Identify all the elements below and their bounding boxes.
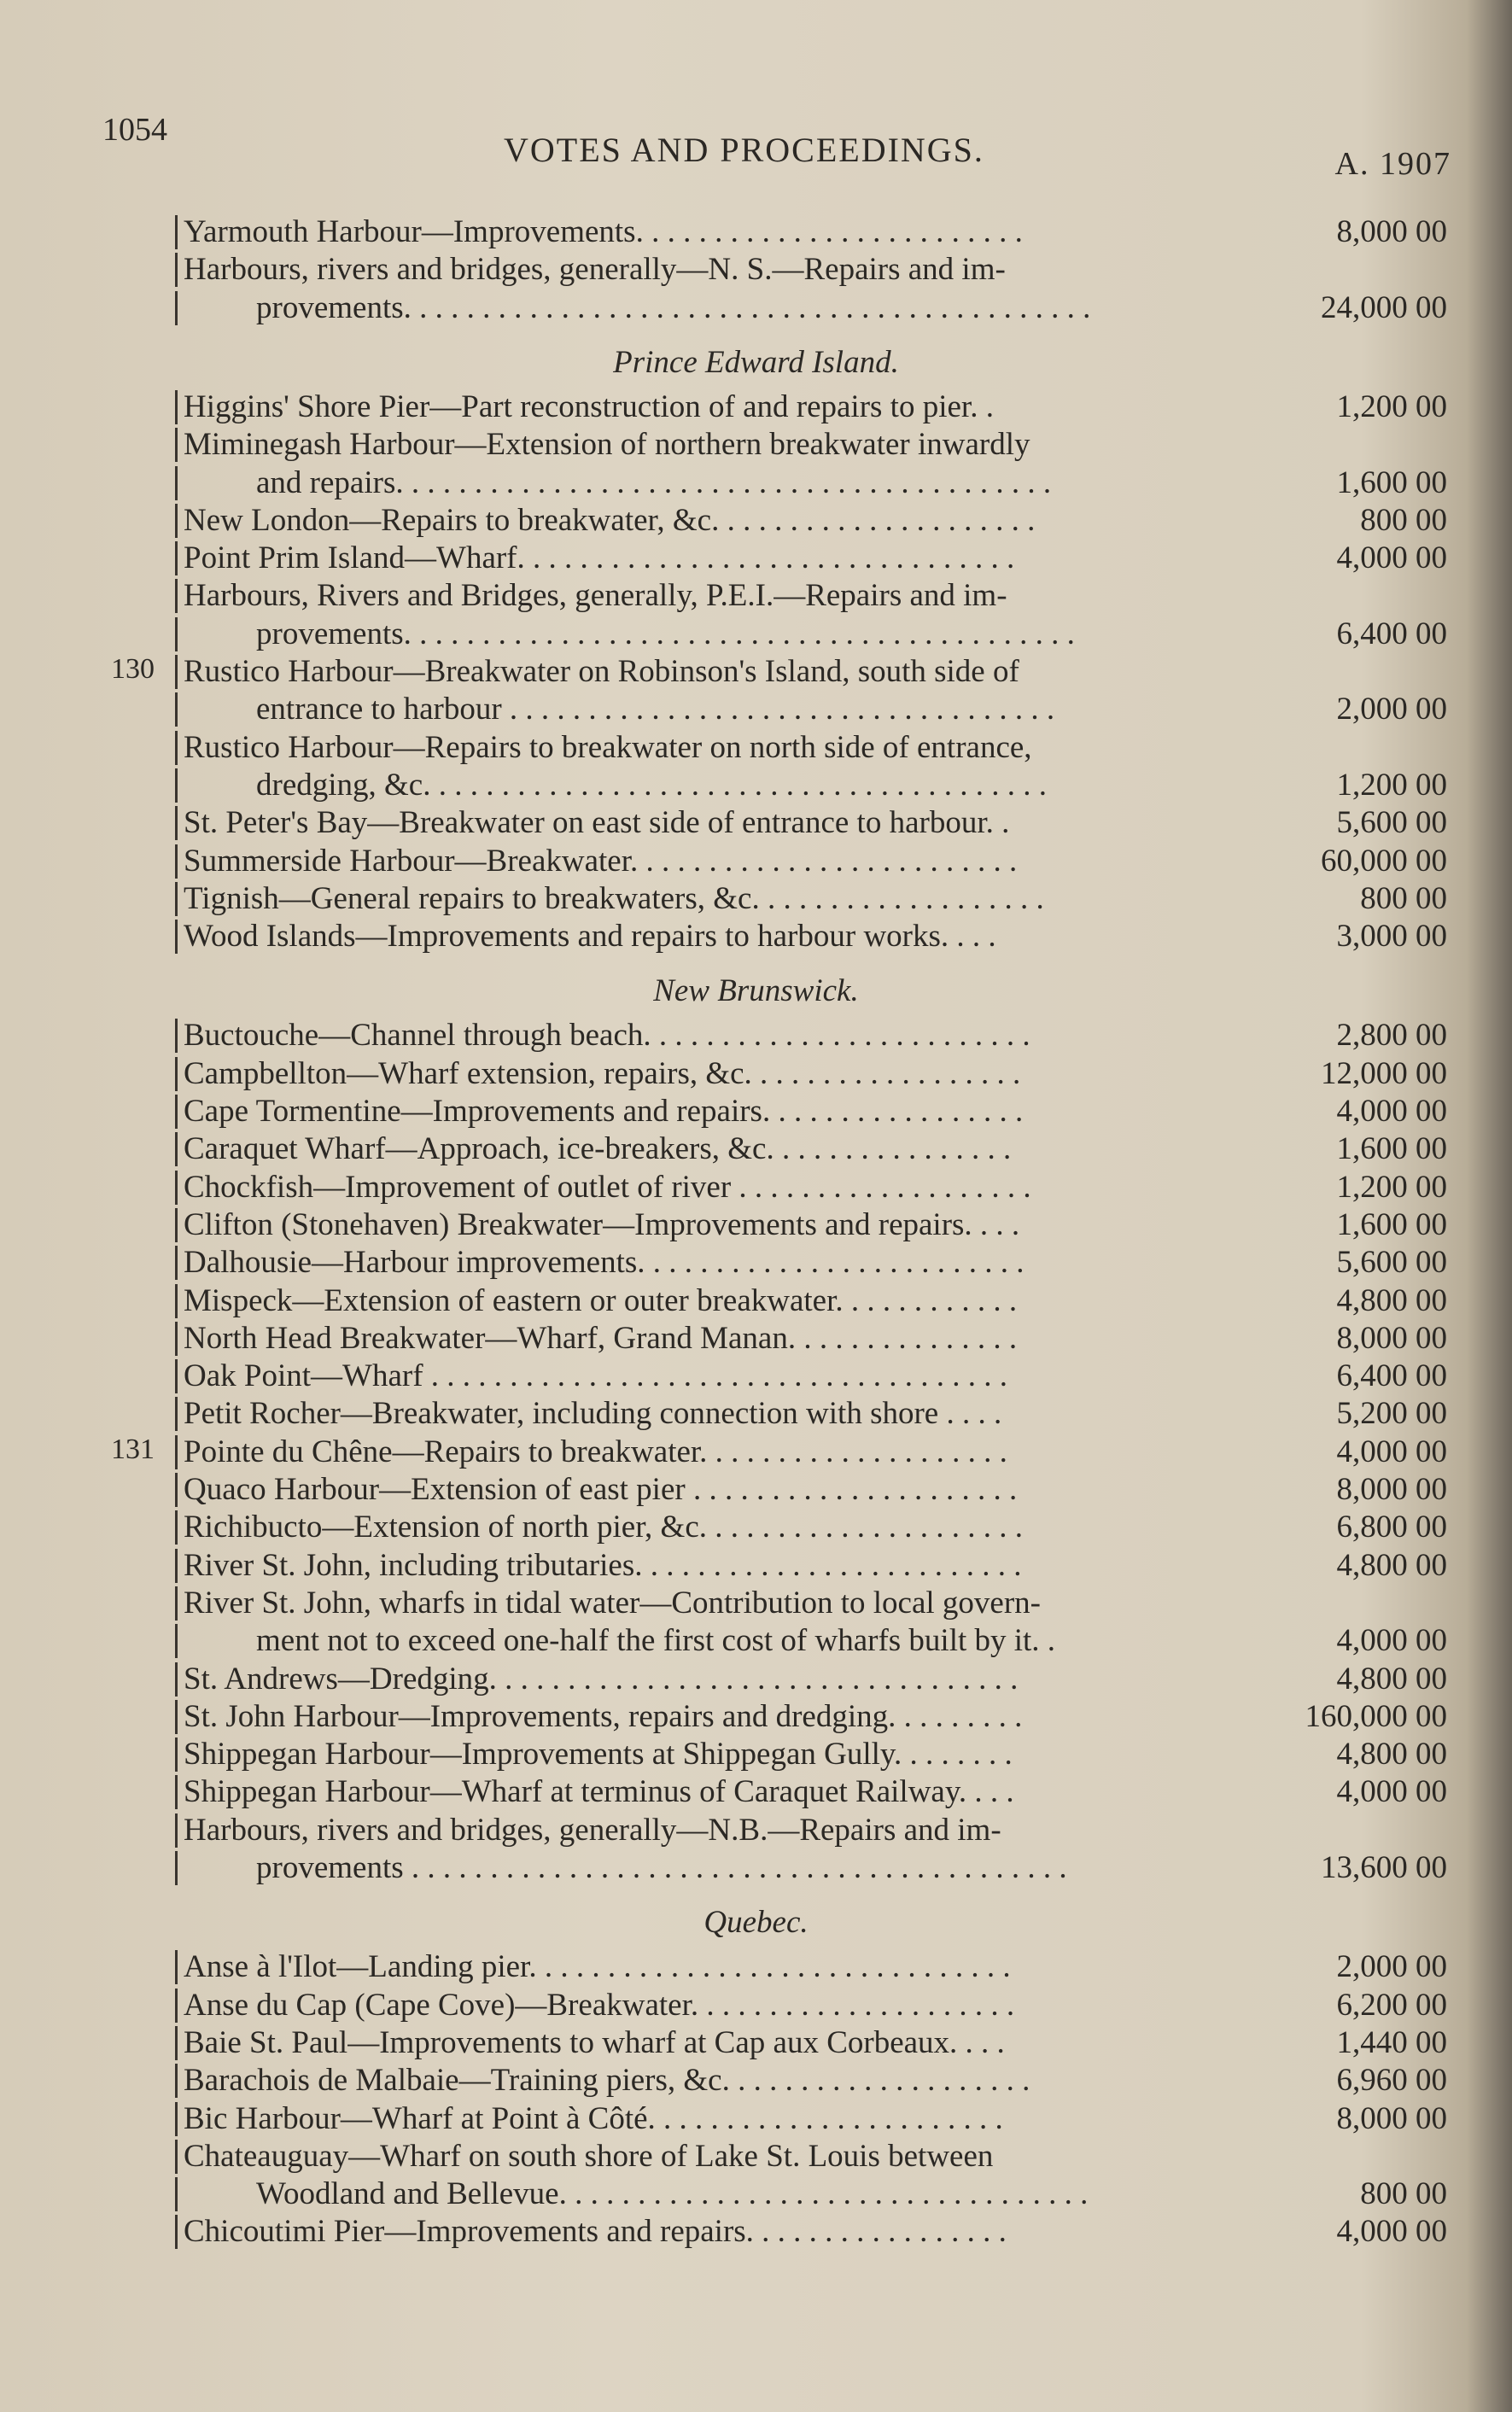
item-description: Miminegash Harbour—Extension of northern breakwater inwardly bbox=[184, 427, 1030, 463]
estimate-line bbox=[175, 1849, 1447, 1887]
item-description: Rustico Harbour—Breakwater on Robinson's Island, south side of bbox=[184, 654, 1019, 689]
estimate-line bbox=[175, 1812, 1447, 1849]
estimate-line bbox=[175, 1736, 1447, 1773]
brace-mark bbox=[175, 2102, 178, 2136]
estimate-line bbox=[175, 2100, 1447, 2138]
estimate-line bbox=[175, 388, 1447, 426]
brace-mark bbox=[175, 1662, 178, 1697]
item-description: Cape Tormentine—Improvements and repairs. . . . . . . . . . . . . . . . . bbox=[184, 1094, 1024, 1129]
estimate-line bbox=[175, 880, 1447, 918]
estimate-line bbox=[175, 1320, 1447, 1358]
brace-mark bbox=[175, 768, 178, 803]
item-amount: 4,000 00 bbox=[1336, 2214, 1447, 2250]
brace-mark bbox=[175, 1700, 178, 1734]
item-amount: 6,400 00 bbox=[1336, 616, 1447, 651]
estimate-line bbox=[175, 1622, 1447, 1660]
estimate-line bbox=[175, 804, 1447, 842]
item-description: River St. John, wharfs in tidal water—Contribution to local govern- bbox=[184, 1585, 1041, 1621]
estimate-line bbox=[175, 1395, 1447, 1433]
brace-mark bbox=[175, 579, 178, 613]
item-description: ment not to exceed one-half the first cost of wharfs built by it. . bbox=[256, 1623, 1056, 1659]
item-amount: 2,000 00 bbox=[1336, 692, 1447, 727]
item-amount: 4,800 00 bbox=[1336, 1547, 1447, 1583]
item-amount: 4,800 00 bbox=[1336, 1737, 1447, 1772]
item-description: St. John Harbour—Improvements, repairs and dredging. . . . . . . . . bbox=[184, 1698, 1023, 1734]
section-heading: Prince Edward Island. bbox=[613, 344, 899, 380]
item-description: Woodland and Bellevue. . . . . . . . . . . . . . . . . . . . . . . . . . . . . . . . . . bbox=[256, 2176, 1089, 2212]
brace-mark bbox=[175, 1208, 178, 1242]
brace-mark bbox=[175, 1284, 178, 1318]
estimate-line bbox=[175, 502, 1447, 540]
item-amount: 8,000 00 bbox=[1336, 2100, 1447, 2136]
item-amount: 4,000 00 bbox=[1336, 540, 1447, 576]
brace-mark bbox=[175, 882, 178, 916]
item-amount: 1,200 00 bbox=[1336, 388, 1447, 424]
brace-mark bbox=[175, 2026, 178, 2060]
brace-mark bbox=[175, 2140, 178, 2174]
estimate-line bbox=[175, 1698, 1447, 1736]
estimate-line bbox=[175, 1948, 1447, 1986]
item-description: Higgins' Shore Pier—Part reconstruction of and repairs to pier. . bbox=[184, 388, 994, 424]
item-description: Pointe du Chêne—Repairs to breakwater. . . . . . . . . . . . . . . . . . . . bbox=[184, 1434, 1007, 1469]
brace-mark bbox=[175, 1851, 178, 1885]
brace-mark bbox=[175, 1473, 178, 1507]
item-description: New London—Repairs to breakwater, &c. . . . . . . . . . . . . . . . . . . . . bbox=[184, 502, 1036, 538]
item-amount: 4,000 00 bbox=[1336, 1434, 1447, 1469]
item-description: Oak Point—Wharf . . . . . . . . . . . . . . . . . . . . . . . . . . . . . . . . . . . . . bbox=[184, 1358, 1008, 1394]
item-amount: 6,800 00 bbox=[1336, 1510, 1447, 1545]
estimate-line bbox=[175, 1661, 1447, 1698]
brace-mark bbox=[175, 390, 178, 424]
item-amount: 4,800 00 bbox=[1336, 1661, 1447, 1697]
item-description: Mispeck—Extension of eastern or outer breakwater. . . . . . . . . . . . bbox=[184, 1282, 1018, 1318]
brace-mark bbox=[175, 2177, 178, 2211]
item-description: Bic Harbour—Wharf at Point à Côté. . . . . . . . . . . . . . . . . . . . . . . bbox=[184, 2100, 1003, 2136]
resolution-number: 130 bbox=[111, 653, 155, 686]
item-amount: 5,200 00 bbox=[1336, 1396, 1447, 1432]
estimate-line bbox=[175, 289, 1447, 327]
brace-mark bbox=[175, 1019, 178, 1053]
estimate-line bbox=[175, 729, 1447, 767]
estimate-line bbox=[175, 577, 1447, 615]
brace-mark bbox=[175, 844, 178, 879]
brace-mark bbox=[175, 1624, 178, 1658]
item-amount: 800 00 bbox=[1360, 2176, 1447, 2212]
brace-mark bbox=[175, 1246, 178, 1280]
brace-mark bbox=[175, 215, 178, 249]
brace-mark bbox=[175, 1397, 178, 1431]
estimate-line bbox=[175, 2138, 1447, 2175]
estimate-line bbox=[175, 1169, 1447, 1206]
item-amount: 5,600 00 bbox=[1336, 1245, 1447, 1281]
estimate-line bbox=[175, 1434, 1447, 1471]
running-title: VOTES AND PROCEEDINGS. bbox=[504, 131, 984, 169]
brace-mark bbox=[175, 806, 178, 840]
estimate-line bbox=[175, 1358, 1447, 1395]
estimate-line bbox=[175, 1471, 1447, 1509]
item-amount: 1,600 00 bbox=[1336, 1131, 1447, 1167]
estimate-line bbox=[175, 2062, 1447, 2100]
item-description: and repairs. . . . . . . . . . . . . . . . . . . . . . . . . . . . . . . . . . . . . . . . . . bbox=[256, 464, 1052, 500]
brace-mark bbox=[175, 1095, 178, 1129]
item-amount: 13,600 00 bbox=[1321, 1850, 1447, 1885]
item-amount: 800 00 bbox=[1360, 502, 1447, 538]
brace-mark bbox=[175, 1132, 178, 1166]
item-amount: 1,200 00 bbox=[1336, 1169, 1447, 1205]
estimate-line bbox=[175, 2024, 1447, 2062]
item-description: Clifton (Stonehaven) Breakwater—Improvements and repairs. . . . bbox=[184, 1206, 1020, 1242]
estimate-line bbox=[175, 1282, 1447, 1320]
item-amount: 1,600 00 bbox=[1336, 1206, 1447, 1242]
brace-mark bbox=[175, 1057, 178, 1091]
item-description: provements. . . . . . . . . . . . . . . . . . . . . . . . . . . . . . . . . . . . . . . . . . . bbox=[256, 616, 1075, 651]
page-number: 1054 bbox=[102, 112, 167, 148]
session-label: A. 1907 bbox=[1334, 146, 1451, 182]
item-amount: 1,200 00 bbox=[1336, 767, 1447, 803]
item-amount: 3,000 00 bbox=[1336, 919, 1447, 955]
estimate-line bbox=[175, 1055, 1447, 1093]
item-amount: 6,960 00 bbox=[1336, 2063, 1447, 2099]
item-description: Tignish—General repairs to breakwaters, &c. . . . . . . . . . . . . . . . . . . bbox=[184, 880, 1044, 916]
item-amount: 4,800 00 bbox=[1336, 1282, 1447, 1318]
item-amount: 8,000 00 bbox=[1336, 1472, 1447, 1507]
brace-mark bbox=[175, 466, 178, 500]
brace-mark bbox=[175, 1989, 178, 2023]
estimate-line bbox=[175, 843, 1447, 880]
estimate-line bbox=[175, 464, 1447, 502]
estimate-line bbox=[175, 2175, 1447, 2213]
brace-mark bbox=[175, 541, 178, 575]
brace-mark bbox=[175, 291, 178, 325]
item-description: Rustico Harbour—Repairs to breakwater on north side of entrance, bbox=[184, 729, 1032, 765]
brace-mark bbox=[175, 1586, 178, 1621]
brace-mark bbox=[175, 1549, 178, 1583]
brace-mark bbox=[175, 2064, 178, 2098]
estimate-line bbox=[175, 2213, 1447, 2251]
item-amount: 6,400 00 bbox=[1336, 1358, 1447, 1394]
estimate-line bbox=[175, 918, 1447, 955]
item-amount: 4,000 00 bbox=[1336, 1774, 1447, 1810]
resolution-number: 131 bbox=[111, 1433, 155, 1465]
item-description: Richibucto—Extension of north pier, &c. . . . . . . . . . . . . . . . . . . . . bbox=[184, 1510, 1024, 1545]
estimate-line bbox=[175, 1987, 1447, 2024]
item-amount: 60,000 00 bbox=[1321, 843, 1447, 879]
brace-mark bbox=[175, 1171, 178, 1205]
brace-mark bbox=[175, 428, 178, 462]
item-amount: 4,000 00 bbox=[1336, 1623, 1447, 1659]
estimate-line bbox=[175, 1547, 1447, 1585]
item-amount: 24,000 00 bbox=[1321, 289, 1447, 325]
item-amount: 5,600 00 bbox=[1336, 805, 1447, 841]
brace-mark bbox=[175, 253, 178, 287]
estimate-line bbox=[175, 1130, 1447, 1168]
estimate-line bbox=[175, 691, 1447, 728]
item-description: provements. . . . . . . . . . . . . . . . . . . . . . . . . . . . . . . . . . . . . . . . . . . . bbox=[256, 289, 1091, 325]
brace-mark bbox=[175, 1737, 178, 1772]
estimate-line bbox=[175, 1585, 1447, 1622]
estimate-line bbox=[175, 1017, 1447, 1054]
item-description: provements . . . . . . . . . . . . . . . . . . . . . . . . . . . . . . . . . . . . . . . . . . bbox=[256, 1850, 1067, 1885]
section-heading: New Brunswick. bbox=[653, 973, 859, 1009]
estimate-line bbox=[175, 1206, 1447, 1244]
brace-mark bbox=[175, 1775, 178, 1809]
item-description: Chockfish—Improvement of outlet of river . . . . . . . . . . . . . . . . . . . bbox=[184, 1169, 1031, 1205]
item-description: Baie St. Paul—Improvements to wharf at Cap aux Corbeaux. . . . bbox=[184, 2024, 1005, 2060]
item-amount: 8,000 00 bbox=[1336, 1320, 1447, 1356]
page-header bbox=[102, 111, 1451, 182]
item-description: Chicoutimi Pier—Improvements and repairs. . . . . . . . . . . . . . . . . bbox=[184, 2214, 1007, 2250]
item-amount: 4,000 00 bbox=[1336, 1094, 1447, 1129]
estimate-line bbox=[175, 1509, 1447, 1546]
item-description: Yarmouth Harbour—Improvements. . . . . . . . . . . . . . . . . . . . . . . . . bbox=[184, 214, 1023, 249]
item-amount: 1,600 00 bbox=[1336, 464, 1447, 500]
item-amount: 12,000 00 bbox=[1321, 1055, 1447, 1091]
item-description: Chateauguay—Wharf on south shore of Lake St. Louis between bbox=[184, 2138, 994, 2174]
brace-mark bbox=[175, 1322, 178, 1356]
estimate-line bbox=[175, 767, 1447, 804]
brace-mark bbox=[175, 1510, 178, 1545]
estimate-line bbox=[175, 251, 1447, 289]
item-description: Wood Islands—Improvements and repairs to harbour works. . . . bbox=[184, 919, 996, 955]
item-description: Anse à l'Ilot—Landing pier. . . . . . . . . . . . . . . . . . . . . . . . . . . . . . . bbox=[184, 1949, 1011, 1985]
item-description: Point Prim Island—Wharf. . . . . . . . . . . . . . . . . . . . . . . . . . . . . . . . bbox=[184, 540, 1015, 576]
item-description: Buctouche—Channel through beach. . . . . . . . . . . . . . . . . . . . . . . . . bbox=[184, 1018, 1030, 1054]
item-description: Harbours, rivers and bridges, generally—N.B.—Repairs and im- bbox=[184, 1812, 1001, 1848]
item-description: North Head Breakwater—Wharf, Grand Manan. . . . . . . . . . . . . . . bbox=[184, 1320, 1018, 1356]
estimate-line bbox=[175, 1773, 1447, 1811]
item-description: Caraquet Wharf—Approach, ice-breakers, &c. . . . . . . . . . . . . . . . bbox=[184, 1131, 1012, 1167]
brace-mark bbox=[175, 617, 178, 651]
brace-mark bbox=[175, 1813, 178, 1848]
item-amount: 2,800 00 bbox=[1336, 1018, 1447, 1054]
brace-mark bbox=[175, 920, 178, 954]
brace-mark bbox=[175, 731, 178, 765]
estimate-line bbox=[175, 1093, 1447, 1130]
item-description: Campbellton—Wharf extension, repairs, &c. . . . . . . . . . . . . . . . . . bbox=[184, 1055, 1021, 1091]
item-amount: 160,000 00 bbox=[1305, 1698, 1447, 1734]
brace-mark bbox=[175, 1950, 178, 1984]
item-description: Shippegan Harbour—Improvements at Shippegan Gully. . . . . . . . bbox=[184, 1737, 1013, 1772]
item-description: St. Andrews—Dredging. . . . . . . . . . . . . . . . . . . . . . . . . . . . . . . . . . bbox=[184, 1661, 1019, 1697]
item-amount: 8,000 00 bbox=[1336, 214, 1447, 249]
brace-mark bbox=[175, 692, 178, 727]
item-description: Harbours, Rivers and Bridges, generally, P.E.I.—Repairs and im- bbox=[184, 578, 1007, 614]
estimate-line bbox=[175, 426, 1447, 464]
item-description: Barachois de Malbaie—Training piers, &c. . . . . . . . . . . . . . . . . . . . bbox=[184, 2063, 1030, 2099]
item-amount: 1,440 00 bbox=[1336, 2024, 1447, 2060]
item-description: dredging, &c. . . . . . . . . . . . . . . . . . . . . . . . . . . . . . . . . . . . . . . . bbox=[256, 767, 1047, 803]
item-amount: 6,200 00 bbox=[1336, 1987, 1447, 2023]
item-description: Shippegan Harbour—Wharf at terminus of Caraquet Railway. . . . bbox=[184, 1774, 1014, 1810]
item-description: Summerside Harbour—Breakwater. . . . . . . . . . . . . . . . . . . . . . . . . bbox=[184, 843, 1018, 879]
item-description: St. Peter's Bay—Breakwater on east side of entrance to harbour. . bbox=[184, 805, 1010, 841]
item-description: Quaco Harbour—Extension of east pier . . . . . . . . . . . . . . . . . . . . . bbox=[184, 1472, 1018, 1507]
item-description: Anse du Cap (Cape Cove)—Breakwater. . . . . . . . . . . . . . . . . . . . . bbox=[184, 1987, 1015, 2023]
estimate-line bbox=[175, 540, 1447, 577]
brace-mark bbox=[175, 504, 178, 538]
item-description: entrance to harbour . . . . . . . . . . . . . . . . . . . . . . . . . . . . . . . . . . . bbox=[256, 692, 1055, 727]
estimate-line bbox=[175, 213, 1447, 251]
brace-mark bbox=[175, 2215, 178, 2249]
brace-mark bbox=[175, 655, 178, 689]
item-amount: 800 00 bbox=[1360, 880, 1447, 916]
brace-mark bbox=[175, 1435, 178, 1469]
item-description: River St. John, including tributaries. . . . . . . . . . . . . . . . . . . . . . . . . bbox=[184, 1547, 1022, 1583]
item-amount: 2,000 00 bbox=[1336, 1949, 1447, 1985]
section-heading: Quebec. bbox=[703, 1905, 809, 1941]
item-description: Dalhousie—Harbour improvements. . . . . . . . . . . . . . . . . . . . . . . . . bbox=[184, 1245, 1025, 1281]
estimate-line bbox=[175, 1244, 1447, 1282]
estimate-line bbox=[175, 616, 1447, 653]
item-description: Petit Rocher—Breakwater, including connection with shore . . . . bbox=[184, 1396, 1002, 1432]
item-description: Harbours, rivers and bridges, generally—N. S.—Repairs and im- bbox=[184, 252, 1006, 288]
estimate-line bbox=[175, 653, 1447, 691]
brace-mark bbox=[175, 1359, 178, 1393]
